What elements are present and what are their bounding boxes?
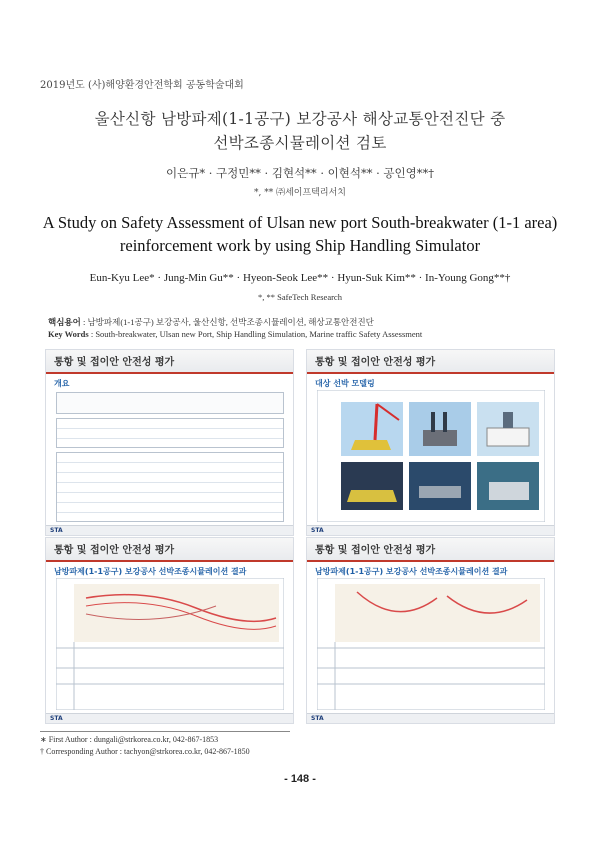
keywords-korean — [48, 316, 374, 328]
ship-model-photos — [317, 390, 545, 522]
slide-logo: STA — [50, 527, 63, 534]
keywords-english-text: : South-breakwater, Ulsan new Port, Ship Handling Simulation, Marine traffic Safety Assessment — [90, 329, 423, 339]
footnote-divider — [40, 731, 290, 732]
keywords-english — [48, 329, 422, 339]
slide-logo: STA — [311, 715, 324, 722]
korean-affiliation: *, ** ㈜세이프텍리서치 — [254, 188, 346, 198]
track-plot-table — [56, 578, 284, 710]
slide-subtitle: 남방파제(1-1공구) 보강공사 선박조종시뮬레이션 결과 — [54, 567, 247, 576]
korean-authors: 이은규* · 구정민** · 김현석** · 이현석** · 공인영**† — [166, 166, 434, 180]
slide-title: 통항 및 접이안 안전성 평가 — [54, 545, 175, 556]
english-affiliation: *, ** SafeTech Research — [258, 292, 342, 302]
slide-overview — [46, 350, 293, 535]
slide-ship-modeling — [307, 350, 554, 535]
slide-simulation-result-2 — [307, 538, 554, 723]
simulation-case-table — [56, 452, 284, 522]
footnote-first-author: ∗ First Author : dungali@strkorea.co.kr, 042-867-1853 — [40, 735, 219, 744]
conference-header: 2019년도 (사)해양환경안전학회 공동학술대회 — [40, 80, 244, 91]
difficulty-table — [56, 418, 284, 448]
slide-logo: STA — [311, 527, 324, 534]
keywords-korean-label: 핵심용어 — [48, 317, 81, 327]
slide-subtitle: 개요 — [54, 379, 70, 388]
english-authors: Eun-Kyu Lee* · Jung-Min Gu** · Hyeon-Seok Lee** · Hyun-Suk Kim** · In-Young Gong**† — [89, 272, 511, 284]
keywords-korean-text: : 남방파제(1-1공구) 보강공사, 울산신항, 선박조종시뮬레이션, 해상교통안전진단 — [82, 317, 374, 327]
keywords-english-label: Key Words — [48, 329, 89, 339]
footnote-corresponding-author: † Corresponding Author : tachyon@strkorea.co.kr, 042-867-1850 — [40, 747, 250, 756]
overview-text-block — [56, 392, 284, 414]
slide-simulation-result-1 — [46, 538, 293, 723]
english-title-line-1: A Study on Safety Assessment of Ulsan new port South-breakwater (1-1 area) — [42, 213, 558, 232]
english-title-line-2: reinforcement work by using Ship Handling Simulator — [119, 236, 481, 255]
slide-subtitle: 남방파제(1-1공구) 보강공사 선박조종시뮬레이션 결과 — [315, 567, 508, 576]
korean-title-line-1: 울산신항 남방파제(1-1공구) 보강공사 해상교통안전진단 중 — [94, 110, 506, 128]
slide-title: 통항 및 접이안 안전성 평가 — [315, 545, 436, 556]
slide-subtitle: 대상 선박 모델링 — [315, 379, 375, 388]
slide-title: 통항 및 접이안 안전성 평가 — [315, 357, 436, 368]
slide-title: 통항 및 접이안 안전성 평가 — [54, 357, 175, 368]
slide-logo: STA — [50, 715, 63, 722]
track-plot-table — [317, 578, 545, 710]
page-number: - 148 - — [284, 773, 316, 785]
korean-title-line-2: 선박조종시뮬레이션 검토 — [213, 134, 387, 152]
